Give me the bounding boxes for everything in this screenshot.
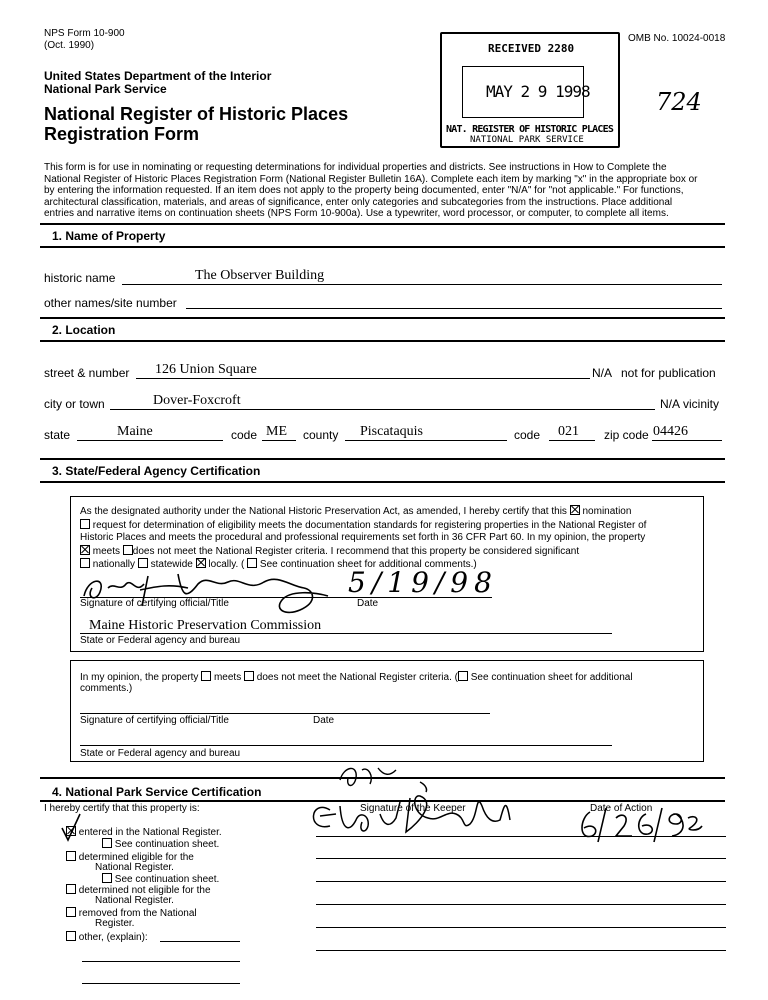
date-of-action-handwriting xyxy=(576,806,706,844)
other-checkbox[interactable] xyxy=(66,931,76,941)
zip-label: zip code xyxy=(604,428,649,442)
cert-text: request for determination of eligibility meets the documentation standards for registering properties in the National Register of xyxy=(92,519,647,531)
service: National Park Service xyxy=(44,82,167,96)
street-value[interactable]: 126 Union Square xyxy=(155,362,257,377)
instructions xyxy=(44,162,734,220)
not-for-publication-label: not for publication xyxy=(621,366,716,380)
keeper-line[interactable] xyxy=(316,950,726,951)
opinion-not-meet-label: does not meet the National Register criteria. ( xyxy=(256,672,458,683)
city-line xyxy=(110,409,655,410)
omb-number: OMB No. 10024-0018 xyxy=(628,33,726,44)
state-code-line xyxy=(262,440,296,441)
zip-value[interactable]: 04426 xyxy=(653,424,688,439)
form-title-2: Registration Form xyxy=(44,124,200,144)
historic-name-label: historic name xyxy=(44,271,116,285)
opinion-not-meet-checkbox[interactable] xyxy=(244,671,254,681)
does-not-meet-checkbox[interactable] xyxy=(123,545,133,555)
other-names-label: other names/site number xyxy=(44,296,177,310)
section-4-heading: 4. National Park Service Certification xyxy=(52,785,262,799)
state-line xyxy=(77,440,223,441)
removed-label: removed from the National xyxy=(78,908,197,919)
na-vicinity[interactable]: N/A xyxy=(660,397,681,411)
paren: ( xyxy=(241,559,248,570)
signature-label-2: Signature of certifying official/Title xyxy=(80,715,229,726)
option-entered-continuation xyxy=(102,838,219,850)
state-value[interactable]: Maine xyxy=(117,424,153,439)
other-explain-line[interactable] xyxy=(82,961,240,962)
keeper-signature xyxy=(300,762,550,842)
street-label: street & number xyxy=(44,366,130,380)
agency-label: State or Federal agency and bureau xyxy=(80,635,241,646)
section-divider xyxy=(40,458,725,460)
meets-checkbox[interactable] xyxy=(80,545,90,555)
meets-label: meets xyxy=(92,545,121,557)
cert-text: Historic Places and meets the procedural and professional requirements set forth in 36 CFR Part 60. In my opinion, the property xyxy=(80,532,646,543)
removed-label-2: Register. xyxy=(95,918,135,929)
keeper-line[interactable] xyxy=(316,927,726,928)
locally-label: locally. xyxy=(208,559,239,570)
stamp-received: RECEIVED 2280 xyxy=(488,42,575,55)
entered-label: entered in the National Register. xyxy=(78,827,222,838)
county-code-line xyxy=(549,440,595,441)
keeper-line[interactable] xyxy=(316,858,726,859)
signature-date[interactable]: 5/19/98 xyxy=(348,566,498,599)
other-names-line[interactable] xyxy=(186,308,722,309)
agency-label-2: State or Federal agency and bureau xyxy=(80,748,241,759)
stamp-register: NAT. REGISTER OF HISTORIC PLACES xyxy=(446,124,614,135)
date-label-2: Date xyxy=(313,715,335,726)
state-label: state xyxy=(44,428,71,442)
opinion-continuation-checkbox[interactable] xyxy=(458,671,468,681)
section-divider xyxy=(40,340,725,342)
county-code-value[interactable]: 021 xyxy=(558,424,579,439)
signature-line[interactable] xyxy=(80,713,490,714)
section-divider xyxy=(40,223,725,225)
eligible-continuation-label: See continuation sheet. xyxy=(114,874,220,885)
other-explain-line[interactable] xyxy=(160,941,240,942)
not-eligible-checkbox[interactable] xyxy=(66,884,76,894)
city-label: city or town xyxy=(44,397,105,411)
nationally-label: nationally xyxy=(92,559,136,570)
keeper-line[interactable] xyxy=(316,904,726,905)
entered-continuation-checkbox[interactable] xyxy=(102,838,112,848)
historic-name-value[interactable]: The Observer Building xyxy=(195,268,325,283)
cert-text: As the designated authority under the National Historic Preservation Act, as amended, I hereby certify that this xyxy=(80,506,567,517)
state-code-label: code xyxy=(231,428,258,442)
form-date: (Oct. 1990) xyxy=(44,40,95,51)
continuation-label: See continuation sheet for additional comments.) xyxy=(259,559,477,570)
opinion-comments: comments.) xyxy=(80,683,133,694)
na-publication[interactable]: N/A xyxy=(592,366,613,380)
section-divider xyxy=(40,481,725,483)
instructions-line: by entering the information requested. If an item does not apply to the property being documented, enter "N/A" for "not applicable." For functions, xyxy=(44,185,684,196)
nomination-checkbox[interactable] xyxy=(570,505,580,515)
keeper-line[interactable] xyxy=(316,836,726,837)
form-number: NPS Form 10-900 xyxy=(44,28,125,39)
option-other xyxy=(66,931,148,943)
nomination-label: nomination xyxy=(582,506,632,517)
keeper-line[interactable] xyxy=(316,881,726,882)
instructions-line: This form is for use in nominating or requesting determinations for individual properties and districts. See instructions in How to Complete the xyxy=(44,162,667,173)
opinion-continuation-label: See continuation sheet for additional xyxy=(470,672,633,683)
street-line xyxy=(136,378,590,379)
instructions-line: architectural classification, materials, and areas of significance, enter only categories and subcategories from the instructions. Place additional xyxy=(44,196,673,208)
certification-text xyxy=(80,505,698,572)
statewide-label: statewide xyxy=(150,559,193,570)
opinion-text xyxy=(80,671,633,683)
signature-label: Signature of certifying official/Title xyxy=(80,598,229,609)
option-entered xyxy=(66,826,222,838)
section-divider xyxy=(40,246,725,248)
other-explain-line[interactable] xyxy=(82,983,240,984)
instructions-line: entries and narrative items on continuation sheets (NPS Form 10-900a). Use a typewriter, word processor, or computer, to complete all items. xyxy=(44,208,669,219)
section-1-heading: 1. Name of Property xyxy=(52,229,166,243)
request-determination-checkbox[interactable] xyxy=(80,519,90,529)
removed-checkbox[interactable] xyxy=(66,907,76,917)
county-line xyxy=(345,440,507,441)
opinion-label: In my opinion, the property xyxy=(80,672,199,683)
entered-continuation-label: See continuation sheet. xyxy=(114,839,220,850)
eligible-label: determined eligible for the xyxy=(78,852,194,863)
county-value[interactable]: Piscataquis xyxy=(360,424,423,439)
agency-line-2[interactable] xyxy=(80,745,612,746)
opinion-meets-checkbox[interactable] xyxy=(201,671,211,681)
section-divider xyxy=(40,317,725,319)
not-eligible-label: determined not eligible for the xyxy=(78,885,211,896)
eligible-label-2: National Register. xyxy=(95,862,174,873)
handwritten-reference-number: 724 xyxy=(656,88,702,116)
agency-value[interactable]: Maine Historic Preservation Commission xyxy=(89,618,322,633)
eligible-continuation-checkbox[interactable] xyxy=(102,873,112,883)
county-label: county xyxy=(303,428,339,442)
vicinity-label: vicinity xyxy=(683,397,720,411)
section-2-heading: 2. Location xyxy=(52,323,116,337)
state-code-value[interactable]: ME xyxy=(266,424,287,439)
checkmark-icon xyxy=(58,812,82,842)
county-code-label: code xyxy=(514,428,541,442)
agency-line xyxy=(80,633,612,634)
historic-name-line xyxy=(122,284,722,285)
other-label: other, (explain): xyxy=(78,932,148,943)
instructions-line: National Register of Historic Places Registration Form (National Register Bulletin 16A). Complete each item by marking "x" in the appropriate box or xyxy=(44,173,698,185)
date-of-action-label: Date of Action xyxy=(590,803,653,814)
zip-line xyxy=(652,440,722,441)
not-eligible-label-2: National Register. xyxy=(95,895,174,906)
state-official-signature xyxy=(78,566,338,618)
cert-text: does not meet the National Register criteria. I recommend that this property be considered significant xyxy=(132,545,580,557)
section-3-heading: 3. State/Federal Agency Certification xyxy=(52,464,261,478)
eligible-checkbox[interactable] xyxy=(66,851,76,861)
certify-label: I hereby certify that this property is: xyxy=(44,803,200,814)
form-title-1: National Register of Historic Places xyxy=(44,104,349,124)
stamp-nps: NATIONAL PARK SERVICE xyxy=(470,135,584,145)
department: United States Department of the Interior xyxy=(44,69,272,83)
date-label: Date xyxy=(357,598,379,609)
opinion-meets-label: meets xyxy=(213,672,242,683)
stamp-date: MAY 2 9 1998 xyxy=(486,82,590,101)
keeper-label: Signature of the Keeper xyxy=(360,803,466,814)
city-value[interactable]: Dover-Foxcroft xyxy=(153,393,241,408)
